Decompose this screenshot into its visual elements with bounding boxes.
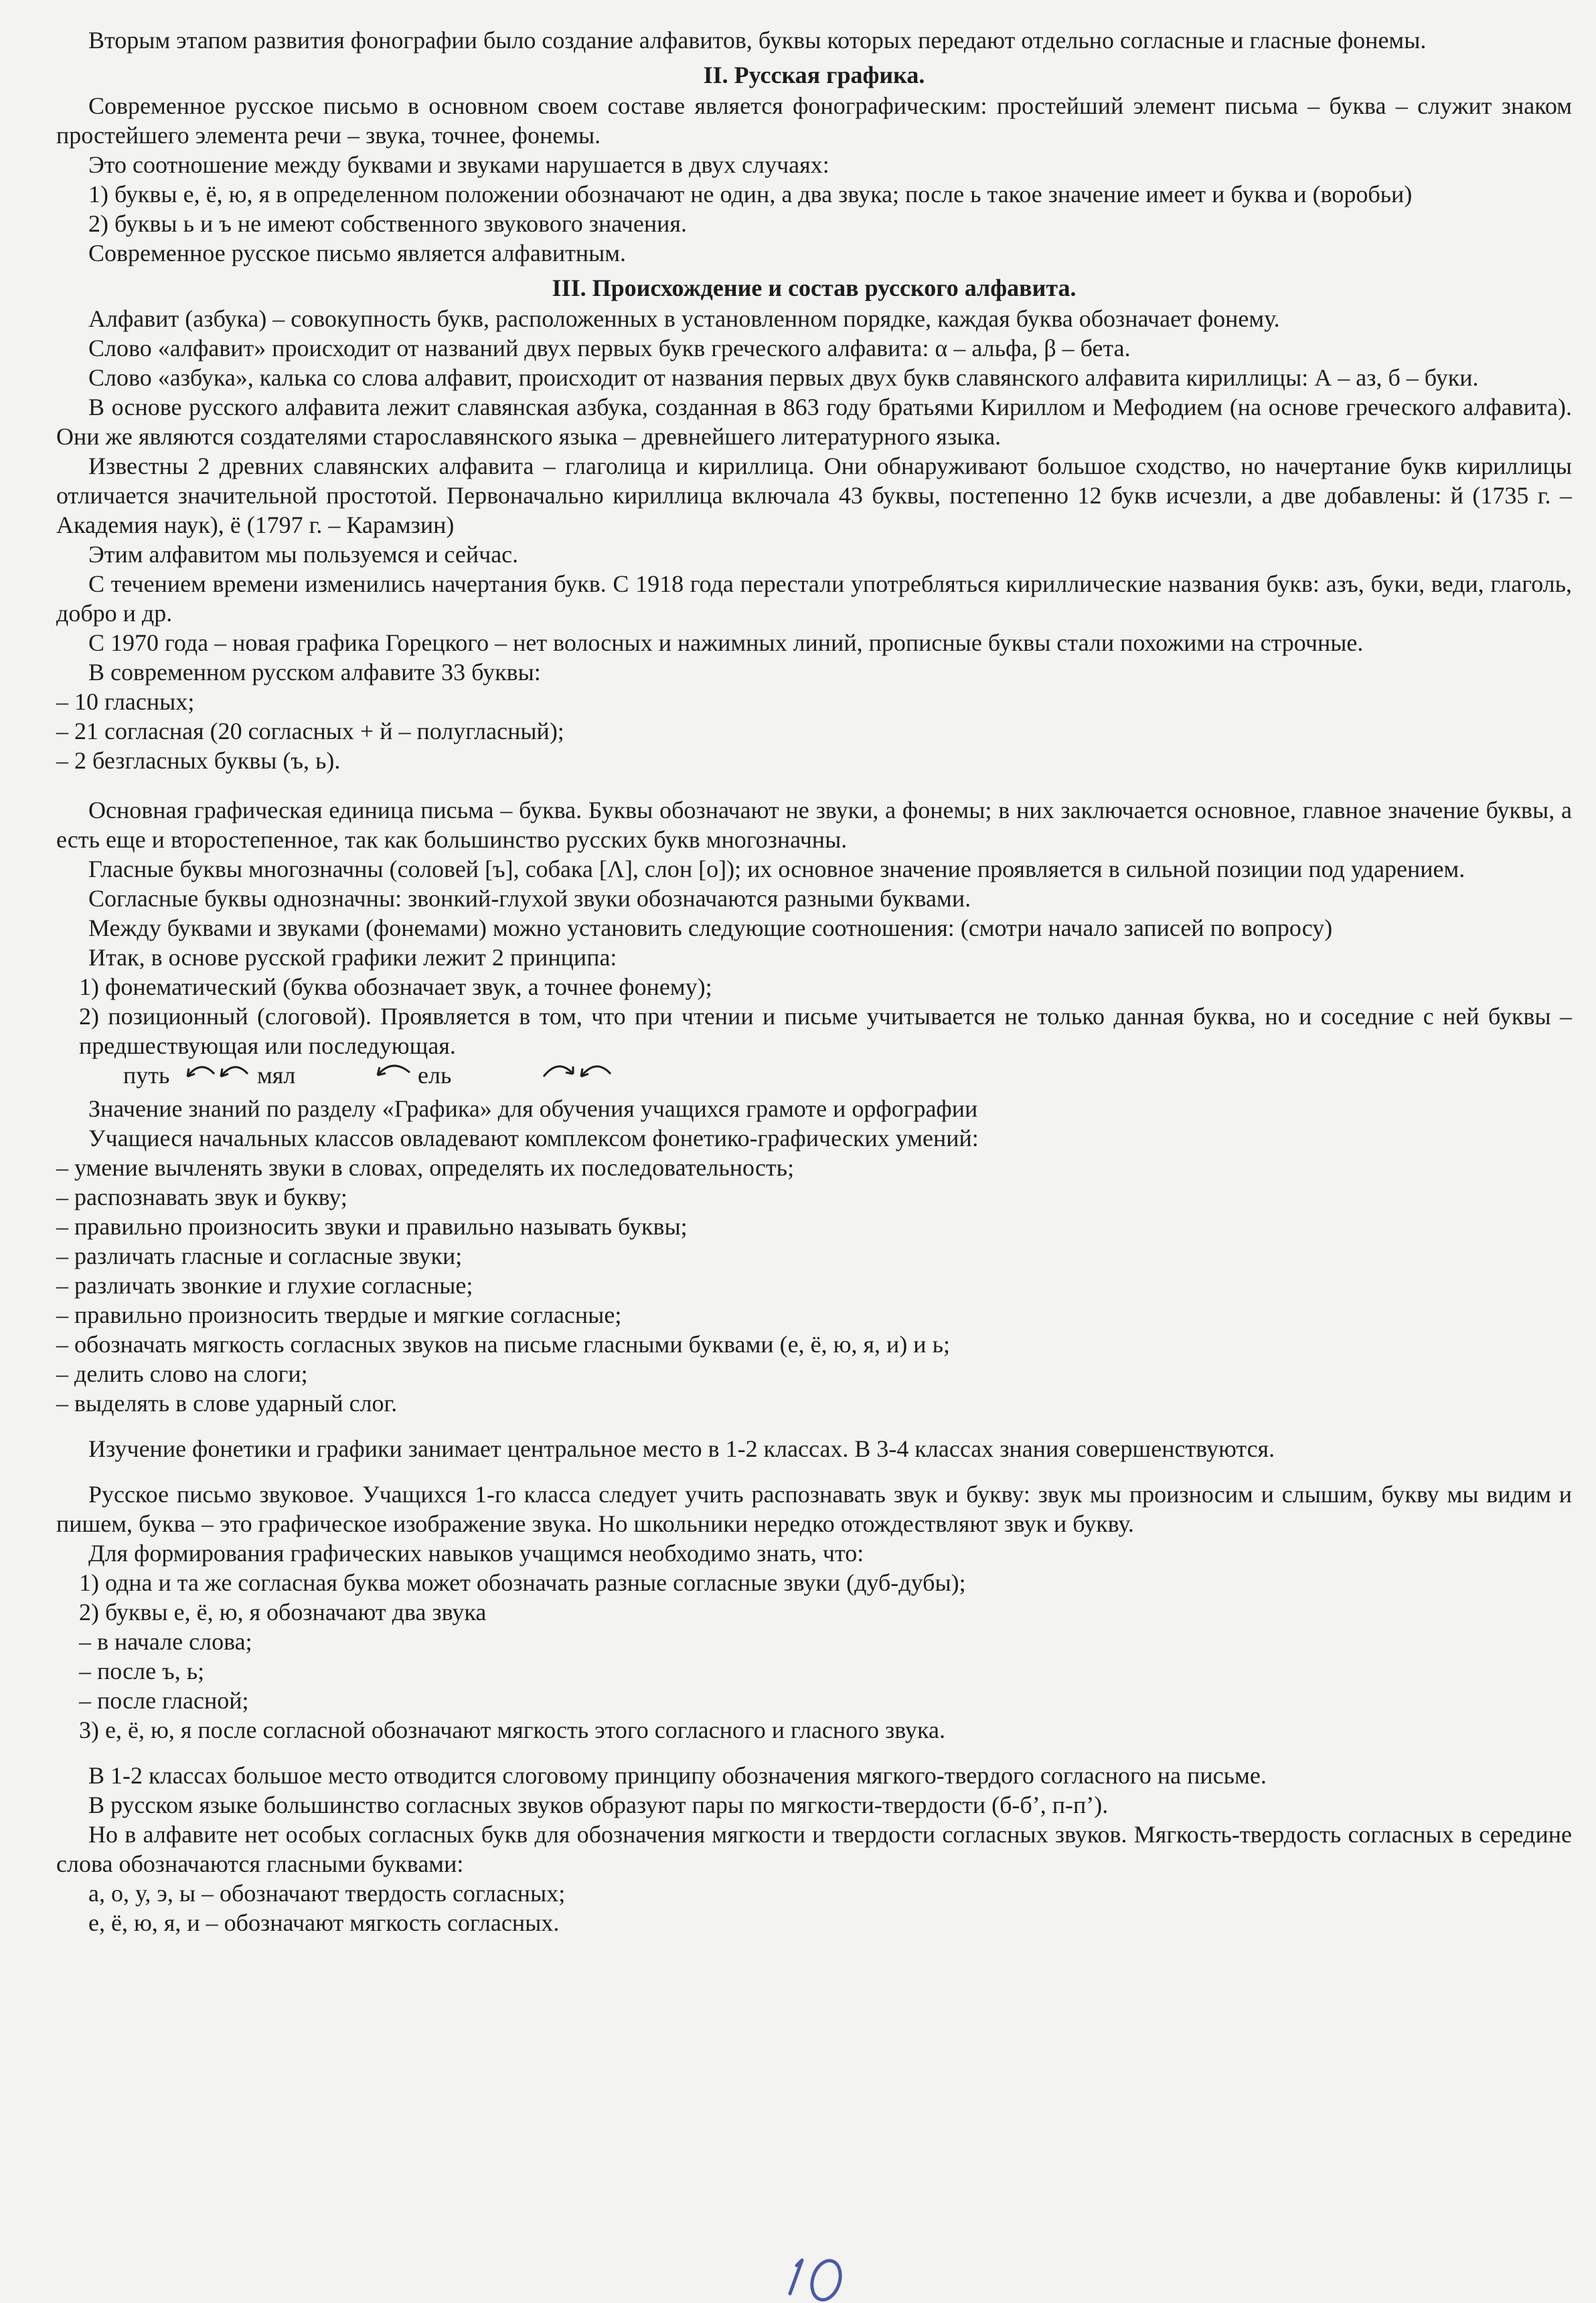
paragraph: Итак, в основе русской графики лежит 2 принципа: (88, 944, 617, 971)
list-item: – умение вычленять звуки в словах, определять их последовательность; (56, 1154, 795, 1181)
curved-arrow-icon (371, 1056, 424, 1083)
list-item: – делить слово на слоги; (56, 1360, 308, 1387)
numbered-item: 1) буквы е, ё, ю, я в определенном положении обозначают не один, а два звука; после ь такое значение имеет и буква и (воробьи) (88, 181, 1413, 208)
paragraph: Алфавит (азбука) – совокупность букв, расположенных в установленном порядке, каждая буква обозначает фонему. (88, 305, 1280, 332)
numbered-item: 1) одна и та же согласная буква может обозначать разные согласные звуки (дуб-дубы); (79, 1569, 966, 1596)
paragraph: Русское письмо звуковое. Учащихся 1-го класса следует учить распознавать звук и букву: звук мы произносим и слышим, букву мы видим и пишем, буква – это графическое изображение звука. Но школьники нередко отождествляют звук и букву. (56, 1481, 1572, 1537)
list-item: – правильно произносить твердые и мягкие согласные; (56, 1301, 622, 1328)
paragraph: Изучение фонетики и графики занимает центральное место в 1-2 классах. В 3-4 классах знания совершенствуются. (88, 1435, 1275, 1462)
curved-arrow-icon (538, 1056, 619, 1083)
numbered-item: 2) позиционный (слоговой). Проявляется в том, что при чтении и письме учитывается не только данная буква, но и соседние с ней буквы – предшествующая или последующая. (79, 1003, 1572, 1059)
dash-item: – в начале слова; (79, 1628, 252, 1655)
handwritten-page-number (777, 2256, 857, 2303)
paragraph: С 1970 года – новая графика Горецкого – нет волосных и нажимных линий, прописные буквы стали похожими на строчные. (88, 629, 1364, 656)
paragraph: В русском языке большинство согласных звуков образуют пары по мягкости-твердости (б-б’, п-п’). (88, 1792, 1109, 1818)
paragraph: Слово «азбука», калька со слова алфавит, происходит от названия первых двух букв славянского алфавита кириллицы: А – аз, б – буки. (88, 364, 1479, 391)
paragraph: Современное русское письмо является алфавитным. (88, 240, 627, 266)
section-3-heading: III. Происхождение и состав русского алфавита. (552, 274, 1076, 301)
numbered-item: 3) е, ё, ю, я после согласной обозначают мягкость этого согласного и гласного звука. (79, 1717, 945, 1743)
list-item: – обозначать мягкость согласных звуков на письме гласными буквами (е, ё, ю, я, и) и ь; (56, 1331, 950, 1358)
paragraph: Между буквами и звуками (фонемами) можно установить следующие соотношения: (смотри начало записей по вопросу) (88, 915, 1333, 941)
list-item: – выделять в слове ударный слог. (56, 1390, 398, 1417)
paragraph: В 1-2 классах большое место отводится слоговому принципу обозначения мягкого-твердого согласного на письме. (88, 1762, 1267, 1789)
paragraph: Слово «алфавит» происходит от названий двух первых букв греческого алфавита: α – альфа, β – бета. (88, 335, 1131, 362)
paragraph: В основе русского алфавита лежит славянская азбука, созданная в 863 году братьями Кириллом и Мефодием (на основе греческого алфавита). Они же являются создателями старославянского языка – древнейшего литературного языка. (56, 394, 1572, 450)
list-item: – различать гласные и согласные звуки; (56, 1243, 463, 1269)
paragraph: е, ё, ю, я, и – обозначают мягкость согласных. (88, 1909, 560, 1936)
paragraph: Для формирования графических навыков учащимся необходимо знать, что: (88, 1540, 864, 1567)
list-item: – правильно произносить звуки и правильно называть буквы; (56, 1213, 688, 1240)
example-word: мял (257, 1062, 296, 1089)
section-2-heading: II. Русская графика. (703, 62, 925, 88)
intro-paragraph: Вторым этапом развития фонографии было создание алфавитов, буквы которых передают отдельно согласные и гласные фонемы. (88, 27, 1427, 54)
paragraph: Согласные буквы однозначны: звонкий-глухой звуки обозначаются разными буквами. (88, 885, 971, 912)
dash-item: – после гласной; (79, 1687, 249, 1714)
paragraph: Но в алфавите нет особых согласных букв для обозначения мягкости и твердости согласных звуков. Мягкость-твердость согласных в середине слова обозначаются гласными буквами: (56, 1821, 1572, 1877)
paragraph: Основная графическая единица письма – буква. Буквы обозначают не звуки, а фонемы; в них заключается основное, главное значение буквы, а есть еще и второстепенное, так как большинство русских букв многозначны. (56, 797, 1572, 853)
syllable-examples (56, 1060, 1572, 1094)
paragraph: В современном русском алфавите 33 буквы: (88, 659, 541, 686)
paragraph: Учащиеся начальных классов овладевают комплексом фонетико-графических умений: (88, 1125, 979, 1152)
paragraph: Значение знаний по разделу «Графика» для обучения учащихся грамоте и орфографии (88, 1095, 978, 1122)
paragraph: а, о, у, э, ы – обозначают твердость согласных; (88, 1880, 566, 1907)
paragraph: Современное русское письмо в основном своем составе является фонографическим: простейший элемент письма – буква – служит знаком простейшего элемента речи – звука, точнее, фонемы. (56, 92, 1572, 149)
list-item: – 21 согласная (20 согласных + й – полугласный); (56, 718, 564, 744)
paragraph: Известны 2 древних славянских алфавита – глаголица и кириллица. Они обнаруживают большое сходство, но начертание букв кириллицы отличается значительной простотой. Первоначально кириллица включала 43 буквы, постепенно 12 букв исчезли, а две добавлены: й (1735 г. – Академия наук), ё (1797 г. – Карамзин) (56, 453, 1572, 538)
example-word: ель (418, 1062, 452, 1089)
list-item: – 10 гласных; (56, 688, 195, 715)
list-item: – распознавать звук и букву; (56, 1184, 347, 1210)
paragraph: Этим алфавитом мы пользуемся и сейчас. (88, 541, 519, 568)
numbered-item: 1) фонематический (буква обозначает звук, а точнее фонему); (79, 973, 712, 1000)
numbered-item: 2) буквы ь и ъ не имеют собственного звукового значения. (88, 210, 687, 237)
paragraph: Это соотношение между буквами и звуками нарушается в двух случаях: (88, 151, 829, 178)
curved-arrow-icon (182, 1056, 256, 1083)
numbered-item: 2) буквы е, ё, ю, я обозначают два звука (79, 1599, 487, 1625)
example-word: путь (123, 1062, 170, 1089)
list-item: – различать звонкие и глухие согласные; (56, 1272, 473, 1299)
paragraph: С течением времени изменились начертания букв. С 1918 года перестали употребляться кириллические названия букв: азъ, буки, веди, глаголь, добро и др. (56, 570, 1572, 627)
dash-item: – после ъ, ь; (79, 1658, 205, 1684)
paragraph: Гласные буквы многозначны (соловей [ъ], собака [Λ], слон [о]); их основное значение проявляется в сильной позиции под ударением. (88, 856, 1465, 882)
list-item: – 2 безгласных буквы (ъ, ь). (56, 747, 341, 774)
